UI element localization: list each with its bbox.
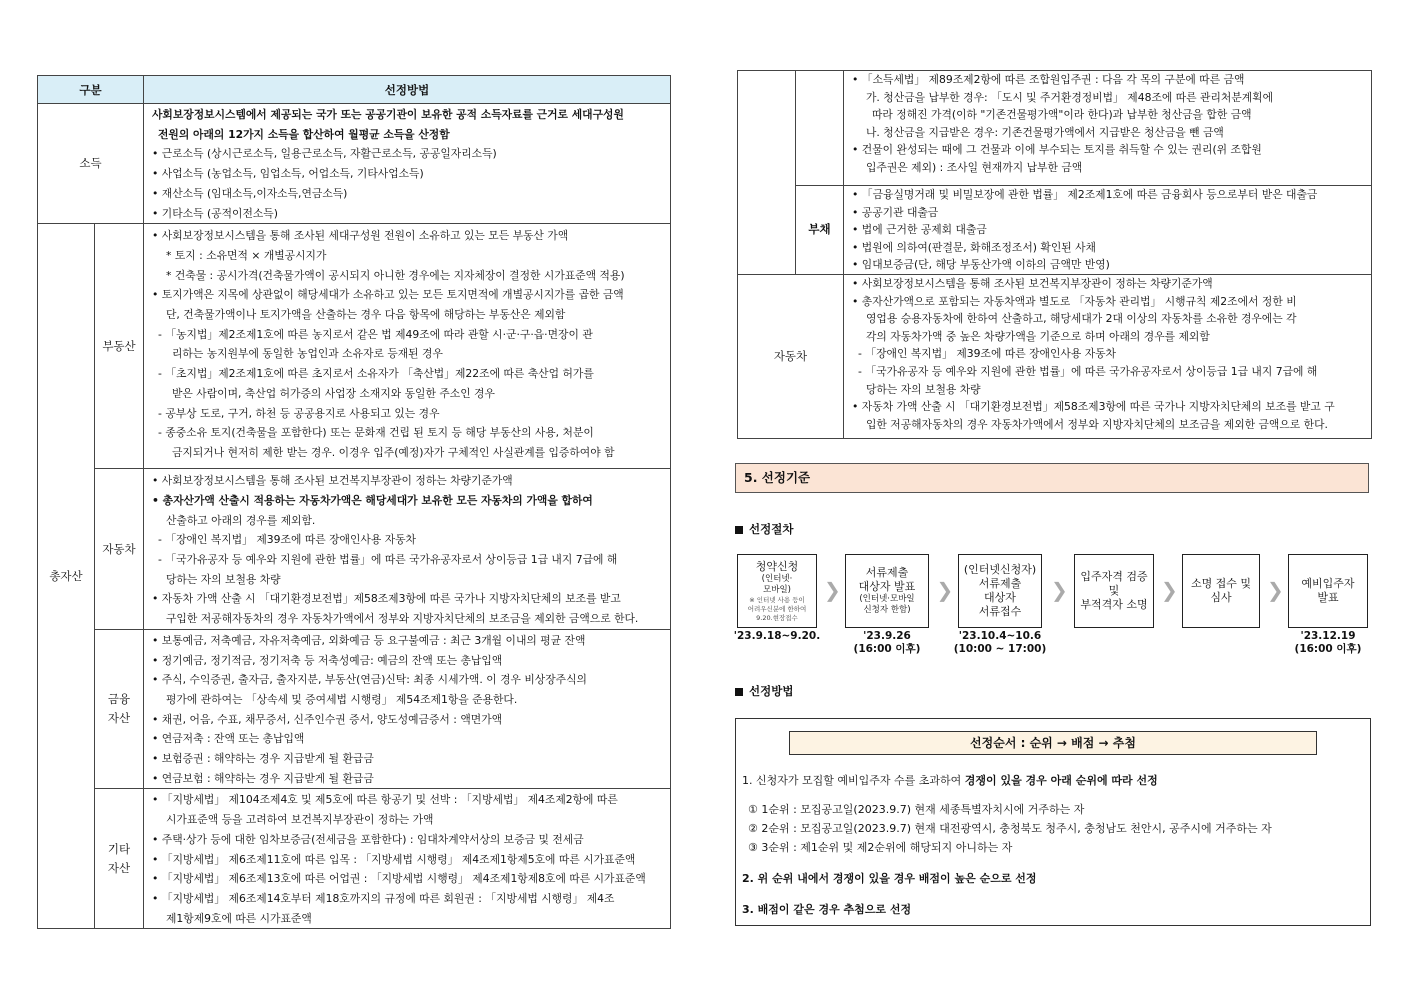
text-line: 가. 청산금을 납부한 경우: 「도시 및 주거환경정비법」 제48조에 따른 관리처분계획에 [866, 90, 1274, 104]
text-line: 시가표준액 등을 고려하여 보건복지부장관이 정하는 가액 [166, 813, 434, 827]
other-assets-cell [144, 789, 671, 929]
chevron-right-icon: ❯ [1267, 578, 1284, 602]
square-bullet-icon [735, 526, 743, 534]
text-line: • 법원에 의하여(판결문, 화해조정조서) 확인된 사채 [852, 240, 1096, 254]
step-date-line: '23.9.18~9.20. [733, 630, 821, 642]
text-line: 입주권은 제외) : 조사일 현재까지 납부한 금액 [866, 160, 1083, 174]
text-line: 구입한 저공해자동차의 경우 자동차가액에서 정부와 지방자치단체의 보조금을 제외한 금액으로 한다. [166, 612, 639, 626]
step-date [1282, 630, 1374, 656]
step-date-line: (16:00 이후) [853, 643, 921, 655]
text-line: - 종중소유 토지(건축물을 포함한다) 또는 문화재 건립 된 토지 등 해당 부동산의 사용, 처분이 [158, 426, 594, 440]
text-line: • 「소득세법」 제89조제2항에 따른 조합원입주권 : 다음 각 목의 구분에 따른 금액 [852, 73, 1245, 86]
text-line: - 「국가유공자 등 예우와 지원에 관한 법률」에 따른 국가유공자로서 상이등급 1급 내지 7급에 해 [858, 364, 1318, 378]
text-line: • 주식, 수익증권, 출자금, 출자지분, 부동산(연금)신탁: 최종 시세가액. 이 경우 비상장주식의 [152, 673, 587, 687]
method-line-1b: 경쟁이 있을 경우 아래 순위에 따라 선정 [964, 774, 1158, 787]
real-estate-cell [144, 224, 671, 469]
text-line: 나. 청산금을 지급받은 경우: 기존건물평가액에서 지급받은 청산금을 뺀 금액 [866, 125, 1224, 139]
right-car-label: 자동차 [738, 274, 844, 438]
text-line: 당하는 자의 보철용 차량 [166, 572, 281, 586]
text-line: 따라 정해진 가격(이하 "기존건물평가액"이라 한다)과 납부한 청산금을 합한 금액 [872, 108, 1252, 122]
method-line-2: 2. 위 순위 내에서 경쟁이 있을 경우 배점이 높은 순으로 선정 [742, 872, 1037, 885]
text-line: • 「지방세법」 제104조제4호 및 제5호에 따른 항공기 및 선박 : 「지방세법」 제4조제2항에 따른 [152, 793, 618, 807]
step-date-line: '23.9.26 [863, 630, 911, 642]
text-line: 입한 저공해자동차의 경우 자동차가액에서 정부와 지방자치단체의 보조금을 제외한 금액으로 한다. [866, 417, 1328, 431]
right-criteria-table [737, 70, 1372, 439]
text-line: • 총자산가액 산출시 적용하는 자동차가액은 해당세대가 보유한 모든 자동차의 가액을 합하여 [152, 493, 593, 507]
text-line: • 토지가액은 지목에 상관없이 해당세대가 소유하고 있는 모든 토지면적에 개별공시지가를 곱한 금액 [152, 288, 624, 302]
finance-label [95, 629, 144, 789]
text-line: 영업용 승용자동차에 한하여 산출하고, 해당세대가 2대 이상의 자동차를 소유한 경우에는 각 [866, 312, 1297, 326]
income-cell [144, 104, 671, 224]
other-assets-label [95, 789, 144, 929]
text-line: • 기타소득 (공적이전소득) [152, 206, 278, 220]
step-title: 소명 접수 및 심사 [1190, 577, 1252, 604]
procedure-step [737, 554, 817, 628]
text-line: • 정기예금, 정기적금, 정기저축 등 저축성예금: 예금의 잔액 또는 총납입액 [152, 653, 503, 667]
text-line: • 총자산가액으로 포함되는 자동차액과 별도로 「자동차 관리법」 시행규칙 제2조에서 정한 비 [852, 294, 1297, 308]
text-line: • 사회보장정보시스템을 통해 조사된 세대구성원 전원이 소유하고 있는 모든 부동산 가액 [152, 229, 569, 243]
method-heading [735, 683, 793, 699]
text-line: 사회보장정보시스템에서 제공되는 국가 또는 공공기관이 보유한 공적 소득자료를 근거로 세대구성원 [152, 108, 624, 121]
text-line: 금지되거나 현저히 제한 받는 경우. 이경우 입주(예정)자가 구체적인 사실관계를 입증하여야 함 [172, 445, 615, 459]
header-category: 구분 [38, 76, 144, 104]
section5-title: 5. 선정기준 [735, 463, 1369, 493]
text-line: • 공공기관 대출금 [852, 205, 939, 219]
step-date-line: (10:00 ~ 17:00) [953, 643, 1047, 655]
step-subtext: (인터넷·모바일 [859, 594, 915, 604]
method-title: 선정방법 [749, 684, 794, 698]
text-line: 리하는 농지원부에 동일한 농업인과 소유자로 등재된 경우 [172, 347, 443, 361]
step-date-line: '23.10.4~10.6 [958, 630, 1042, 642]
procedure-title: 선정절차 [749, 522, 794, 536]
text-line: • 근로소득 (상시근로소득, 일용근로소득, 자활근로소득, 공공일자리소득) [152, 147, 497, 161]
procedure-step [1074, 554, 1154, 628]
step-note: 어려우신분에 한하여 [747, 604, 807, 613]
text-line: 전원의 아래의 12가지 소득을 합산하여 월평균 소득을 산정함 [158, 127, 450, 141]
step-title: 예비입주자 발표 [1301, 577, 1355, 604]
real-estate-label: 부동산 [95, 224, 144, 469]
text-line: * 건축물 : 공시가격(건축물가액이 공시되지 아니한 경우에는 지자체장이 결정한 시가표준액 적용) [166, 268, 625, 282]
text-line: • 「지방세법」 제6조제13호에 따른 어업권 : 「지방세법 시행령」 제4조제1항제8호에 따른 시가표준액 [152, 872, 646, 886]
debt-cell [844, 186, 1372, 275]
step-date-line: (16:00 이후) [1294, 643, 1362, 655]
step-title: 청약신청 [755, 559, 799, 573]
procedure-step [958, 554, 1042, 628]
procedure-step [1182, 554, 1260, 628]
text-line: • 주택·상가 등에 대한 임차보증금(전세금을 포함한다) : 임대차계약서상의 보증금 및 전세금 [152, 832, 584, 846]
method-box [735, 718, 1371, 926]
left-criteria-table [37, 75, 671, 929]
procedure-step [845, 554, 929, 628]
finance-cell [144, 629, 671, 789]
text-line: • 재산소득 (임대소득,이자소득,연금소득) [152, 186, 348, 200]
text-line: - 「초지법」제2조제1호에 따른 초지로서 소유자가 「축산법」제22조에 따른 축산업 허가를 [158, 367, 594, 381]
method-line-1a: 1. 신청자가 모집할 예비입주자 수를 초과하여 [742, 774, 965, 787]
chevron-right-icon: ❯ [936, 578, 954, 602]
right-top-cell [844, 71, 1372, 186]
step-note: ※ 인터넷 사용 등이 [749, 595, 805, 604]
text-line: - 「국가유공자 등 예우와 지원에 관한 법률」에 따른 국가유공자로서 상이등급 1급 내지 7급에 해 [158, 553, 618, 567]
text-line: • 「금융실명거래 및 비밀보장에 관한 법률」 제2조제1호에 따른 금융회사 등으로부터 받은 대출금 [852, 188, 1318, 201]
income-label: 소득 [38, 104, 144, 224]
total-assets-label: 총자산 [38, 224, 95, 929]
text-line: • 자동차 가액 산출 시 「대기환경보전법」제58조제3항에 따른 국가나 지방자치단체의 보조를 받고 구 [852, 400, 1335, 414]
procedure-step [1288, 554, 1368, 628]
text-line: 제1항제9호에 따른 시가표준액 [166, 911, 312, 925]
text-line: • 연금저축 : 잔액 또는 총납입액 [152, 732, 305, 746]
text-line: 산출하고 아래의 경우를 제외함. [166, 513, 316, 527]
procedure-heading [735, 521, 793, 537]
step-note: 9.20.현장접수 [756, 613, 798, 622]
chevron-right-icon: ❯ [1051, 578, 1068, 602]
step-title: (인터넷신청자) 서류제출 대상자 서류접수 [963, 563, 1037, 618]
other-label-line1: 기타 [107, 841, 131, 856]
text-line: - 「농지법」제2조제1호에 따른 농지로서 같은 법 제49조에 따라 관할 시·군·구·읍·면장이 관 [158, 327, 593, 341]
header-method: 선정방법 [144, 76, 671, 104]
text-line: - 공부상 도로, 구거, 하천 등 공공용지로 사용되고 있는 경우 [158, 406, 440, 420]
car-label: 자동차 [95, 469, 144, 630]
step-subtext: 신청자 한함) [863, 605, 911, 615]
text-line: 각의 자동차가액 중 높은 차량가액을 기준으로 하며 아래의 경우를 제외함 [866, 329, 1210, 343]
text-line: • 임대보증금(단, 해당 부동산가액 이하의 금액만 반영) [852, 258, 1110, 272]
chevron-right-icon: ❯ [824, 578, 841, 602]
text-line: • 법에 근거한 공제회 대출금 [852, 223, 987, 237]
step-title: 입주자격 검증 및 부적격자 소명 [1080, 570, 1148, 611]
rank-1: ① 1순위 : 모집공고일(2023.9.7) 현재 세종특별자치시에 거주하는 자 [748, 803, 1085, 816]
debt-label: 부채 [796, 186, 844, 275]
step-subtext: 모바일) [763, 584, 791, 595]
text-line: • 「지방세법」 제6조제11호에 따른 입목 : 「지방세법 시행령」 제4조제1항제5호에 따른 시가표준액 [152, 852, 636, 866]
finance-label-line2: 자산 [107, 711, 131, 726]
step-date-line: '23.12.19 [1300, 630, 1356, 642]
right-car-cell [844, 274, 1372, 438]
finance-label-line1: 금융 [107, 692, 131, 707]
selection-order: 선정순서 : 순위 → 배점 → 추첨 [789, 731, 1317, 755]
text-line: • 연금보험 : 해약하는 경우 지급받게 될 환급금 [152, 771, 374, 785]
text-line: 단, 건축물가액이나 토지가액을 산출하는 경우 다음 항목에 해당하는 부동산은 제외함 [166, 308, 566, 322]
step-title: 서류제출 대상자 발표 [858, 566, 916, 593]
square-bullet-icon [735, 688, 743, 696]
text-line: 평가에 관하여는 「상속세 및 증여세법 시행령」 제54조제1항을 준용한다. [166, 692, 518, 706]
text-line: • 사회보장정보시스템을 통해 조사된 보건복지부장관이 정하는 차량기준가액 [152, 474, 513, 488]
text-line: • 보통예금, 저축예금, 자유저축예금, 외화예금 등 요구불예금 : 최근 3개월 이내의 평균 잔액 [152, 633, 586, 647]
step-subtext: (인터넷· [761, 573, 793, 584]
step-date [839, 630, 935, 656]
method-line-1 [742, 772, 1158, 788]
rank-2: ② 2순위 : 모집공고일(2023.9.7) 현재 대전광역시, 충청북도 청주시, 충청남도 천안시, 공주시에 거주하는 자 [748, 822, 1272, 835]
step-date [731, 630, 823, 643]
text-line: 받은 사람이며, 축산업 허가증의 사업장 소재지와 동일한 주소인 경우 [172, 386, 495, 400]
method-line-3: 3. 배점이 같은 경우 추첨으로 선정 [742, 903, 912, 916]
text-line: • 보험증권 : 해약하는 경우 지급받게 될 환급금 [152, 752, 374, 766]
text-line: • 건물이 완성되는 때에 그 건물과 이에 부수되는 토지를 취득할 수 있는 권리(위 조합원 [852, 143, 1262, 157]
car-cell [144, 469, 671, 630]
text-line: • 「지방세법」 제6조제14호부터 제18호까지의 규정에 따른 회원권 : 「지방세법 시행령」 제4조 [152, 891, 615, 905]
text-line: • 사회보장정보시스템을 통해 조사된 보건복지부장관이 정하는 차량기준가액 [852, 276, 1213, 290]
chevron-right-icon: ❯ [1161, 578, 1178, 602]
text-line: • 채권, 어음, 수표, 채무증서, 신주인수권 증서, 양도성예금증서 : 액면가액 [152, 712, 503, 726]
text-line: - 「장애인 복지법」 제39조에 따른 장애인사용 자동차 [858, 347, 1116, 361]
text-line: - 「장애인 복지법」 제39조에 따른 장애인사용 자동차 [158, 533, 416, 547]
text-line: 당하는 자의 보철용 차량 [866, 382, 981, 396]
rank-3: ③ 3순위 : 제1순위 및 제2순위에 해당되지 아니하는 자 [748, 841, 1013, 854]
step-date [952, 630, 1048, 656]
other-label-line2: 자산 [107, 860, 131, 875]
text-line: • 사업소득 (농업소득, 임업소득, 어업소득, 기타사업소득) [152, 167, 424, 181]
text-line: • 자동차 가액 산출 시 「대기환경보전법」제58조제3항에 따른 국가나 지방자치단체의 보조를 받고 [152, 592, 621, 606]
text-line: * 토지 : 소유면적 × 개별공시지가 [166, 248, 327, 262]
